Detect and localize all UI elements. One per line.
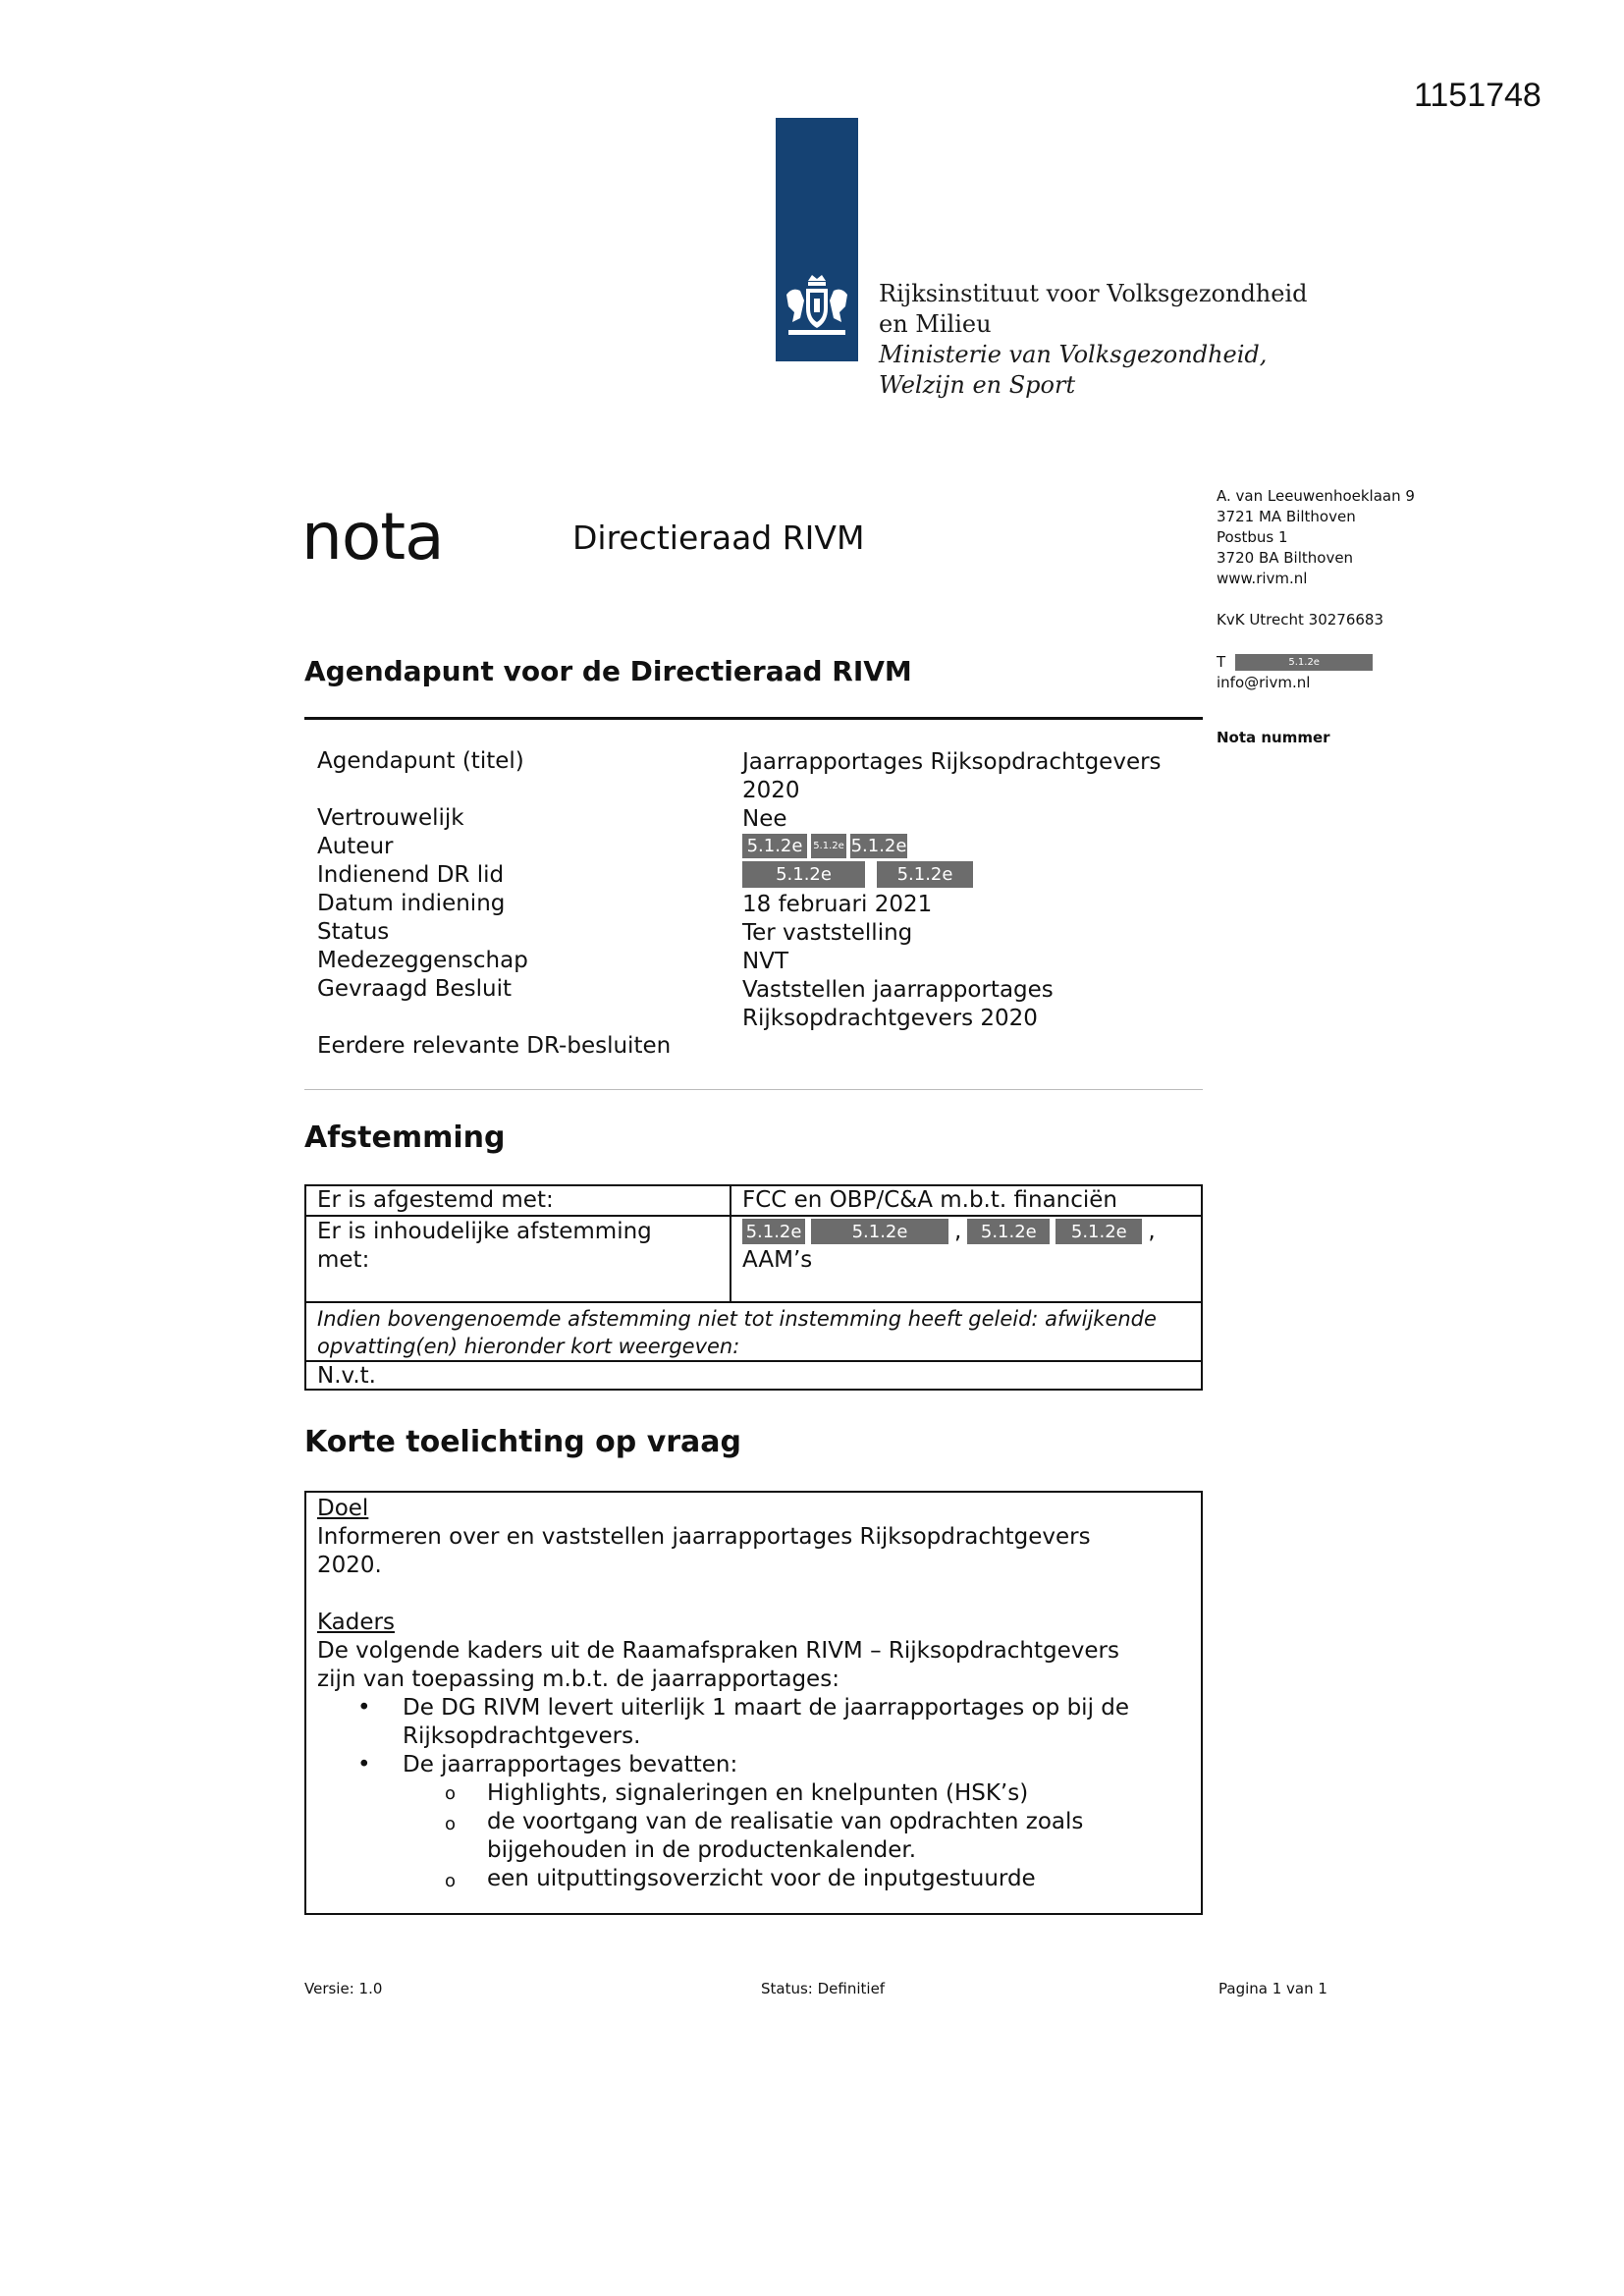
- value-datum: 18 februari 2021: [742, 892, 933, 917]
- kaders-text: zijn van toepassing m.b.t. de jaarrapportages:: [317, 1667, 839, 1692]
- address-block: [1217, 486, 1415, 630]
- value-besluit-line: Vaststellen jaarrapportages: [742, 977, 1054, 1003]
- page-title: Agendapunt voor de Directieraad RIVM: [304, 655, 912, 687]
- organisation-name: [879, 279, 1308, 401]
- sub-bullet-icon: o: [445, 1783, 457, 1804]
- redaction-box: 5.1.2e: [811, 834, 846, 858]
- email-link[interactable]: info@rivm.nl: [1217, 674, 1311, 691]
- bullet-icon: •: [357, 1752, 371, 1777]
- logo-line-4: Welzijn en Sport: [879, 371, 1076, 399]
- redaction-box: 5.1.2e: [1056, 1219, 1142, 1244]
- label-medezeggenschap: Medezeggenschap: [317, 948, 528, 973]
- footer-versie: Versie: 1.0: [304, 1980, 383, 1997]
- sub-bullet-icon: o: [445, 1871, 457, 1891]
- afstemming-heading: Afstemming: [304, 1121, 506, 1155]
- redaction-box: 5.1.2e: [877, 861, 973, 888]
- directieraad-heading: Directieraad RIVM: [572, 519, 865, 557]
- value-titel: [742, 748, 1162, 805]
- toelichting-heading: Korte toelichting op vraag: [304, 1425, 742, 1459]
- inhoudelijk-label: [317, 1218, 652, 1275]
- nvt-value: N.v.t.: [317, 1363, 376, 1389]
- table-divider: [304, 1360, 1203, 1362]
- website-link[interactable]: www.rivm.nl: [1217, 570, 1308, 587]
- value-medezeggenschap: NVT: [742, 949, 788, 974]
- redaction-box: 5.1.2e: [742, 861, 865, 888]
- table-top-rule: [304, 717, 1203, 720]
- redaction-box: 5.1.2e: [1235, 654, 1373, 671]
- redaction-box: 5.1.2e: [967, 1219, 1050, 1244]
- coat-of-arms-icon: [779, 273, 855, 342]
- table-divider: [730, 1184, 731, 1302]
- address-line: Postbus 1: [1217, 528, 1288, 546]
- footer-status: Status: Definitief: [761, 1980, 886, 1997]
- toelichting-content: [317, 1495, 1119, 1694]
- address-line: 3720 BA Bilthoven: [1217, 549, 1354, 567]
- list-item: De jaarrapportages bevatten:: [403, 1752, 738, 1777]
- label-datum: Datum indiening: [317, 891, 506, 916]
- kaders-text: De volgende kaders uit de Raamafspraken RIVM – Rijksopdrachtgevers: [317, 1638, 1119, 1664]
- value-vertrouwelijk: Nee: [742, 806, 787, 832]
- list-item-line: Rijksopdrachtgevers.: [403, 1723, 641, 1749]
- redaction-box: 5.1.2e: [742, 834, 807, 858]
- sub-bullet-icon: o: [445, 1814, 457, 1834]
- address-line: A. van Leeuwenhoeklaan 9: [1217, 487, 1415, 505]
- logo-line-3: Ministerie van Volksgezondheid,: [879, 341, 1268, 368]
- label-agendapunt: Agendapunt (titel): [317, 748, 524, 774]
- note-line: Indien bovengenoemde afstemming niet tot instemming heeft geleid: afwijkende: [317, 1307, 1157, 1331]
- doel-text: Informeren over en vaststellen jaarrapportages Rijksopdrachtgevers: [317, 1524, 1091, 1550]
- nota-nummer-label: Nota nummer: [1217, 729, 1330, 746]
- value-auteur: [742, 834, 907, 858]
- redaction-box: 5.1.2e: [850, 836, 907, 856]
- afwijkende-opvatting-note: [317, 1305, 1191, 1360]
- kaders-heading: Kaders: [317, 1610, 395, 1635]
- list-item-line: De DG RIVM levert uiterlijk 1 maart de jaarrapportages op bij de: [403, 1695, 1130, 1721]
- value-besluit-line: Rijksopdrachtgevers 2020: [742, 1006, 1038, 1031]
- sub-list-item: een uitputtingsoverzicht voor de inputgestuurde: [487, 1866, 1036, 1891]
- footer-pagina: Pagina 1 van 1: [1218, 1980, 1327, 1997]
- label-eerdere-besluiten: Eerdere relevante DR-besluiten: [317, 1033, 672, 1059]
- doel-heading: Doel: [317, 1496, 369, 1521]
- label-indienend: Indienend DR lid: [317, 862, 505, 888]
- telephone-row: [1217, 653, 1373, 671]
- label-status: Status: [317, 919, 390, 945]
- value-status: Ter vaststelling: [742, 920, 913, 946]
- inhoudelijk-label-line: Er is inhoudelijke afstemming: [317, 1219, 652, 1244]
- separator: ,: [1148, 1219, 1156, 1244]
- value-indienend: [742, 861, 973, 888]
- label-vertrouwelijk: Vertrouwelijk: [317, 805, 464, 831]
- afgestemd-value: FCC en OBP/C&A m.b.t. financiën: [742, 1187, 1118, 1213]
- value-besluit: [742, 976, 1054, 1033]
- note-line: opvatting(en) hieronder kort weergeven:: [317, 1335, 740, 1358]
- nota-heading: nota: [301, 499, 444, 574]
- sub-list-item-line: bijgehouden in de productenkalender.: [487, 1837, 917, 1863]
- afgestemd-label: Er is afgestemd met:: [317, 1187, 554, 1213]
- inhoudelijk-label-line: met:: [317, 1247, 370, 1273]
- label-besluit: Gevraagd Besluit: [317, 976, 513, 1002]
- label-auteur: Auteur: [317, 834, 394, 859]
- list-item: [403, 1694, 1129, 1751]
- value-titel-line: 2020: [742, 778, 800, 803]
- redaction-box: 5.1.2e: [811, 1219, 948, 1244]
- doel-text: 2020.: [317, 1553, 382, 1578]
- value-titel-line: Jaarrapportages Rijksopdrachtgevers: [742, 749, 1162, 775]
- table-divider: [304, 1301, 1203, 1303]
- address-line: 3721 MA Bilthoven: [1217, 508, 1356, 525]
- table-bottom-rule: [304, 1089, 1203, 1090]
- sub-list-item-line: de voortgang van de realisatie van opdrachten zoals: [487, 1809, 1084, 1834]
- sub-list-item: [487, 1808, 1083, 1865]
- inhoudelijk-redactions: [742, 1219, 1156, 1244]
- logo-line-1: Rijksinstituut voor Volksgezondheid: [879, 280, 1308, 307]
- inhoudelijk-value: AAM’s: [742, 1247, 813, 1273]
- document-number: 1151748: [1414, 77, 1542, 114]
- kvk-number: KvK Utrecht 30276683: [1217, 611, 1383, 629]
- redaction-box: 5.1.2e: [742, 1219, 805, 1244]
- telephone-label: T: [1217, 653, 1226, 671]
- separator: ,: [954, 1219, 962, 1244]
- table-divider: [304, 1215, 1203, 1217]
- logo-line-2: en Milieu: [879, 310, 992, 338]
- sub-list-item: Highlights, signaleringen en knelpunten (HSK’s): [487, 1780, 1029, 1806]
- bullet-icon: •: [357, 1695, 371, 1721]
